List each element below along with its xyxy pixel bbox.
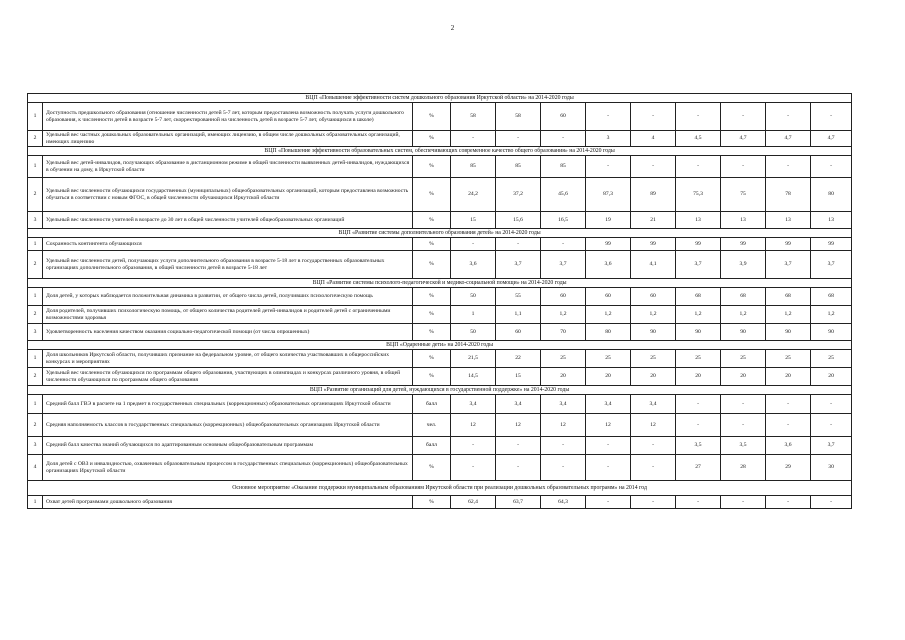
table-row [28,212,852,229]
indicator-value: - [766,395,811,414]
indicator-value: - [541,238,586,251]
indicator-value: 3,6 [451,251,496,279]
indicator-value: - [676,496,721,509]
indicator-value: 1 [451,306,496,324]
indicator-description: Охват детей программами дошкольного образования [43,496,413,509]
indicator-value: 68 [766,288,811,306]
indicator-value: 75 [721,178,766,212]
indicator-value: - [631,496,676,509]
indicator-value: 20 [541,368,586,386]
indicator-value: 99 [811,238,852,251]
table-row [28,131,852,147]
indicator-value: 68 [676,288,721,306]
section-header-row [28,147,852,156]
indicator-value: 3,4 [541,395,586,414]
indicator-value: - [811,103,852,131]
indicator-value: 3,5 [676,437,721,455]
indicator-value: 45,6 [541,178,586,212]
indicator-value: - [811,156,852,178]
indicator-value: - [676,103,721,131]
table-row [28,238,852,251]
indicator-value: - [676,156,721,178]
indicator-value: - [541,131,586,147]
indicator-unit: балл [413,437,451,455]
indicator-value: 87,3 [586,178,631,212]
indicator-value: 3,6 [586,251,631,279]
indicator-value: - [586,437,631,455]
indicator-value: 3,7 [541,251,586,279]
indicator-value: 60 [541,288,586,306]
indicator-value: 1,2 [541,306,586,324]
row-number: 4 [28,455,43,481]
indicator-unit: чел. [413,414,451,437]
indicator-value: 25 [721,350,766,368]
indicator-value: 4,7 [811,131,852,147]
indicator-value: 22 [496,350,541,368]
indicator-value: 60 [631,288,676,306]
indicator-value: - [766,414,811,437]
indicator-description: Удовлетворенность населения качеством оказания социально-педагогической помощи (от числа опрошенных) [43,324,413,341]
indicator-value: 19 [586,212,631,229]
indicator-description: Удельный вес частных дошкольных образовательных организаций, имеющих лицензию, в общем числе дошкольных образовательных организаций, имеющих лицензию [43,131,413,147]
indicator-value: - [721,395,766,414]
section-header-row [28,279,852,288]
indicator-value: 13 [766,212,811,229]
indicator-value: 4,1 [631,251,676,279]
indicator-value: 3,4 [586,395,631,414]
indicator-value: 16,5 [541,212,586,229]
section-header-row [28,481,852,496]
indicator-value: 50 [451,324,496,341]
indicator-value: 3,7 [811,251,852,279]
indicator-value: 28 [721,455,766,481]
indicator-value: 90 [721,324,766,341]
indicator-value: - [451,238,496,251]
indicator-value: 99 [766,238,811,251]
indicator-unit: % [413,288,451,306]
indicator-value: - [496,455,541,481]
indicator-value: 1,2 [676,306,721,324]
indicator-value: - [676,395,721,414]
section-header-row [28,94,852,103]
indicator-value: - [811,414,852,437]
indicator-value: 20 [766,368,811,386]
indicator-value: 80 [811,178,852,212]
indicator-value: 70 [541,324,586,341]
indicator-value: 62,4 [451,496,496,509]
indicator-value: 3,7 [811,437,852,455]
indicator-value: 50 [451,288,496,306]
indicator-value: 90 [631,324,676,341]
row-number: 2 [28,131,43,147]
indicator-value: 3,5 [721,437,766,455]
indicator-description: Удельный вес детей-инвалидов, получающих образование в дистанционном режиме в общей численности выявленных детей-инвалидов, нуждающихся в обучении на дому, в Иркутской области [43,156,413,178]
indicator-description: Удельный вес численности детей, получающих услуги дополнительного образования в возрасте 5-18 лет в государственных образовательных организациях дополнительного образования, в общей численности детей в возрасте 5-18 лет [43,251,413,279]
indicator-value: 25 [811,350,852,368]
indicator-value: 4,7 [721,131,766,147]
row-number: 3 [28,437,43,455]
row-number: 3 [28,324,43,341]
indicator-value: 85 [496,156,541,178]
indicator-value: 15,6 [496,212,541,229]
indicator-value: - [811,496,852,509]
indicator-value: 55 [496,288,541,306]
indicator-value: 12 [586,414,631,437]
indicator-value: 90 [811,324,852,341]
indicator-value: 20 [811,368,852,386]
indicator-unit: % [413,178,451,212]
section-header-row [28,386,852,395]
row-number: 1 [28,395,43,414]
section-title: Основное мероприятие «Оказание поддержки муниципальным образованиям Иркутской области при реализации дошкольных образовательных программ» на 2014 год [28,481,852,496]
section-title: ВЦП «Одаренные дети» на 2014-2020 годы [28,341,852,350]
indicator-value: 1,2 [811,306,852,324]
indicator-value: 99 [721,238,766,251]
indicator-unit: % [413,306,451,324]
indicator-value: 3,7 [496,251,541,279]
table-row [28,455,852,481]
indicator-value: 25 [586,350,631,368]
indicator-value: 25 [541,350,586,368]
indicator-value: 60 [496,324,541,341]
indicator-value: - [766,156,811,178]
table-row [28,437,852,455]
indicator-value: 3,7 [676,251,721,279]
indicator-value: 3,4 [451,395,496,414]
indicator-value: 78 [766,178,811,212]
indicator-value: 37,2 [496,178,541,212]
indicator-value: 85 [451,156,496,178]
section-title: ВЦП «Развитие системы дополнительного образования детей» на 2014-2020 годы [28,229,852,238]
indicator-value: - [721,156,766,178]
section-title: ВЦП «Развитие системы психолого-педагогической и медико-социальной помощи» на 2014-2020 годы [28,279,852,288]
indicator-value: - [496,437,541,455]
indicator-unit: % [413,238,451,251]
indicators-table-wrapper [27,93,851,509]
indicator-value: 99 [631,238,676,251]
indicator-unit: % [413,103,451,131]
indicator-value: 4,5 [676,131,721,147]
indicator-value: 4 [631,131,676,147]
indicator-value: 24,2 [451,178,496,212]
indicator-value: 3,7 [766,251,811,279]
section-header-row [28,229,852,238]
indicator-value: 20 [586,368,631,386]
indicator-value: 4,7 [766,131,811,147]
indicator-description: Доля детей с ОВЗ и инвалидностью, охваченных образовательным процессом в государственных специальных (коррекционных) общеобразовательных организациях Иркутской области [43,455,413,481]
indicator-value: - [496,238,541,251]
indicator-value: - [586,496,631,509]
row-number: 1 [28,288,43,306]
indicator-value: - [451,131,496,147]
section-title: ВЦП «Повышение эффективности образовательных систем, обеспечивающих современное качество общего образования» на 2014-2020 годы [28,147,852,156]
table-row [28,288,852,306]
indicator-description: Средний балл ГВЭ в расчете на 1 предмет в государственных специальных (коррекционных) образовательных организациях Иркутской области [43,395,413,414]
indicator-value: - [721,414,766,437]
row-number: 1 [28,496,43,509]
indicator-unit: % [413,350,451,368]
indicator-value: 25 [676,350,721,368]
table-row [28,368,852,386]
indicator-value: 13 [721,212,766,229]
row-number: 2 [28,178,43,212]
indicator-value: - [451,455,496,481]
section-title: ВЦП «Повышение эффективности систем дошкольного образования Иркутской области» на 2014-2020 годы [28,94,852,103]
indicator-unit: % [413,251,451,279]
indicator-value: 1,2 [721,306,766,324]
indicator-description: Удельный вес численности учителей в возрасте до 30 лет в общей численности учителей общеобразовательных организаций [43,212,413,229]
indicator-value: - [811,395,852,414]
indicator-value: - [631,437,676,455]
indicator-value: 68 [811,288,852,306]
indicator-value: 21 [631,212,676,229]
section-header-row [28,341,852,350]
indicator-description: Средняя наполняемость классов в государственных специальных (коррекционных) общеобразовательных организациях Иркутской области [43,414,413,437]
indicator-value: - [676,414,721,437]
indicator-value: - [541,455,586,481]
indicator-value: 25 [631,350,676,368]
indicator-value: 89 [631,178,676,212]
indicator-value: 1,1 [496,306,541,324]
indicator-value: - [721,496,766,509]
table-row [28,156,852,178]
indicator-value: 58 [496,103,541,131]
table-row [28,496,852,509]
indicator-value: 13 [811,212,852,229]
indicator-description: Доля детей, у которых наблюдается положительная динамика в развитии, от общего числа детей, получивших психологическую помощь [43,288,413,306]
table-row [28,251,852,279]
indicator-description: Доля родителей, получивших психологическую помощь, от общего количества родителей детей-инвалидов и родителей детей с ограниченными возможностями здоровья [43,306,413,324]
row-number: 1 [28,156,43,178]
indicator-value: 25 [766,350,811,368]
indicator-value: 60 [541,103,586,131]
table-row [28,414,852,437]
indicator-value: 68 [721,288,766,306]
indicator-description: Сохранность контингента обучающихся [43,238,413,251]
indicator-value: - [631,156,676,178]
indicator-value: 12 [631,414,676,437]
indicator-unit: балл [413,395,451,414]
indicator-value: - [541,437,586,455]
row-number: 3 [28,212,43,229]
indicator-unit: % [413,156,451,178]
indicator-value: 90 [676,324,721,341]
indicator-value: 30 [811,455,852,481]
indicator-unit: % [413,455,451,481]
page-number: 2 [450,24,455,32]
row-number: 2 [28,368,43,386]
indicator-unit: % [413,131,451,147]
indicator-value: 75,3 [676,178,721,212]
table-row [28,178,852,212]
indicator-value: 58 [451,103,496,131]
indicator-description: Удельный вес численности обучающихся государственных (муниципальных) общеобразовательных организаций, которым предоставлена возможность обучаться в соответствии с новым ФГОС, в общей численности обучающихся Иркутской области [43,178,413,212]
row-number: 1 [28,350,43,368]
indicator-value: 12 [496,414,541,437]
indicator-value: 15 [451,212,496,229]
indicator-value: 21,5 [451,350,496,368]
indicator-value: - [766,103,811,131]
table-row [28,395,852,414]
row-number: 2 [28,251,43,279]
indicator-value: 1,2 [586,306,631,324]
indicator-value: - [766,496,811,509]
indicator-value: 3,4 [631,395,676,414]
indicator-value: - [586,455,631,481]
indicator-value: 15 [496,368,541,386]
indicator-value: 29 [766,455,811,481]
indicator-description: Удельный вес численности обучающихся по программам общего образования, участвующих в олимпиадах и конкурсах различного уровня, в общей численности обучающихся по программам общего образования [43,368,413,386]
row-number: 2 [28,414,43,437]
indicator-value: 3,4 [496,395,541,414]
indicator-description: Средний балл качества знаний обучающихся по адаптированным основным общеобразовательным программам [43,437,413,455]
indicator-value: 1,2 [631,306,676,324]
indicator-value: 20 [676,368,721,386]
row-number: 1 [28,238,43,251]
table-row [28,350,852,368]
section-title: ВЦП «Развитие организаций для детей, нуждающихся в государственной поддержке» на 2014-2020 годы [28,386,852,395]
indicator-value: 85 [541,156,586,178]
indicator-description: Доля школьников Иркутской области, получивших признание на федеральном уровне, от общего количества участвовавших в общероссийских конкурсах и мероприятиях [43,350,413,368]
indicator-value: 20 [631,368,676,386]
indicator-value: 64,3 [541,496,586,509]
indicator-value: - [586,103,631,131]
table-row [28,306,852,324]
indicator-value: 60 [586,288,631,306]
table-row [28,103,852,131]
indicator-value: 63,7 [496,496,541,509]
indicator-value: 80 [586,324,631,341]
indicator-value: 3 [586,131,631,147]
indicator-value: 14,5 [451,368,496,386]
indicator-value: 12 [541,414,586,437]
row-number: 1 [28,103,43,131]
indicator-value: - [451,437,496,455]
indicator-unit: % [413,496,451,509]
indicator-value: - [721,103,766,131]
indicator-value: 3,9 [721,251,766,279]
indicators-table [27,93,852,509]
indicator-value: - [586,156,631,178]
indicator-value: - [631,455,676,481]
indicator-unit: % [413,212,451,229]
table-row [28,324,852,341]
indicator-unit: % [413,368,451,386]
row-number: 2 [28,306,43,324]
indicator-value: - [631,103,676,131]
indicator-value: 99 [586,238,631,251]
indicator-unit: % [413,324,451,341]
indicator-value: 1,2 [766,306,811,324]
indicator-value: 20 [721,368,766,386]
indicator-value: 13 [676,212,721,229]
indicator-value: 27 [676,455,721,481]
indicator-value: - [496,131,541,147]
indicator-value: 3,6 [766,437,811,455]
indicator-value: 99 [676,238,721,251]
indicator-description: Доступность предшкольного образования (отношение численности детей 5-7 лет, которым предоставлена возможность получать услуги дошкольного образования, к численности детей в возрасте 5-7 лет, скорректированной на численность детей в возрасте 5-7 лет, обучающихся в школе) [43,103,413,131]
indicator-value: 12 [451,414,496,437]
indicator-value: 90 [766,324,811,341]
